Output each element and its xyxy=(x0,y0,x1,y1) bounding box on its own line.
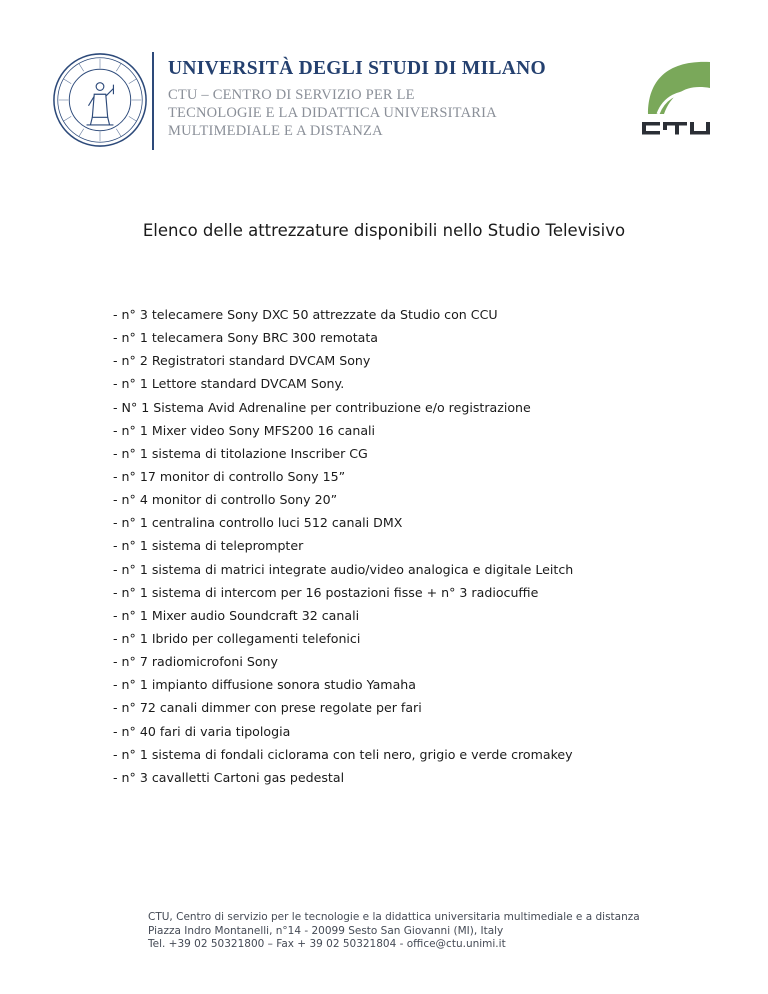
subtitle-line: TECNOLOGIE E LA DIDATTICA UNIVERSITARIA xyxy=(168,105,497,121)
university-name: UNIVERSITÀ DEGLI STUDI DI MILANO xyxy=(168,58,547,79)
header-divider xyxy=(152,52,154,150)
footer-contact: Tel. +39 02 50321800 – Fax + 39 02 50321804 - office@ctu.unimi.it xyxy=(148,938,506,950)
list-item: - n° 1 sistema di fondali ciclorama con teli nero, grigio e verde cromakey xyxy=(113,746,573,762)
list-item: - n° 1 centralina controllo luci 512 canali DMX xyxy=(113,515,403,531)
footer xyxy=(148,911,640,952)
list-item: - n° 1 Mixer video Sony MFS200 16 canali xyxy=(113,422,376,438)
ctu-logo-icon xyxy=(640,58,714,138)
university-seal-icon xyxy=(52,52,148,148)
page-title: Elenco delle attrezzature disponibili nello Studio Televisivo xyxy=(142,221,626,240)
list-item: - n° 1 sistema di teleprompter xyxy=(113,538,304,554)
list-item: - N° 1 Sistema Avid Adrenaline per contribuzione e/o registrazione xyxy=(113,399,531,415)
list-item: - n° 17 monitor di controllo Sony 15” xyxy=(113,468,346,484)
footer-line: Piazza Indro Montanelli, n°14 - 20099 Sesto San Giovanni (MI), Italy xyxy=(148,924,504,937)
subtitle-line: MULTIMEDIALE E A DISTANZA xyxy=(168,123,383,139)
list-item: - n° 1 sistema di titolazione Inscriber CG xyxy=(113,445,368,461)
list-item: - n° 2 Registratori standard DVCAM Sony xyxy=(113,353,371,369)
list-item: - n° 1 sistema di matrici integrate audio/video analogica e digitale Leitch xyxy=(113,561,574,577)
list-item: - n° 1 telecamera Sony BRC 300 remotata xyxy=(113,330,379,346)
list-item: - n° 1 Lettore standard DVCAM Sony. xyxy=(113,376,345,392)
list-item: - n° 3 telecamere Sony DXC 50 attrezzate da Studio con CCU xyxy=(113,307,498,322)
list-item: - n° 7 radiomicrofoni Sony xyxy=(113,654,278,670)
list-item: - n° 1 sistema di intercom per 16 postazioni fisse + n° 3 radiocuffie xyxy=(113,584,539,600)
list-item: - n° 72 canali dimmer con prese regolate per fari xyxy=(113,700,422,716)
list-item: - n° 3 cavalletti Cartoni gas pedestal xyxy=(113,769,345,785)
list-item: - n° 4 monitor di controllo Sony 20” xyxy=(113,492,338,508)
university-subtitle xyxy=(168,86,497,140)
list-item: - n° 1 Ibrido per collegamenti telefonici xyxy=(113,630,361,646)
footer-line: CTU, Centro di servizio per le tecnologie e la didattica universitaria multimediale e a distanza xyxy=(148,911,640,923)
equipment-list xyxy=(113,307,573,793)
list-item: - n° 40 fari di varia tipologia xyxy=(113,723,291,739)
list-item: - n° 1 impianto diffusione sonora studio Yamaha xyxy=(113,677,416,693)
subtitle-line: CTU – CENTRO DI SERVIZIO PER LE xyxy=(168,87,415,103)
list-item: - n° 1 Mixer audio Soundcraft 32 canali xyxy=(113,607,360,623)
